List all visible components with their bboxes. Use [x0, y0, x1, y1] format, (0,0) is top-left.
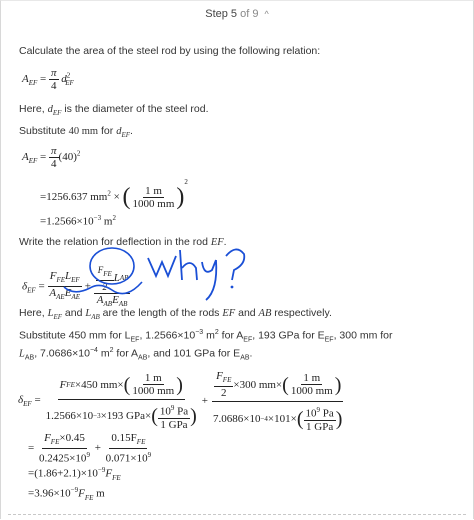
substitute-values-line1: Substitute 450 mm for $L_{EF}$, $1.2566\times 10^{-3}$ $m^2$ for $A_{EF}$, 193 GPa for $E_{EF}$, 300 mm for: [19, 329, 393, 344]
substitute-values-line2: $L_{AB}$, $7.0686\times 10^{-4}$ $m^2$ for $A_{AB}$, and 101 GPa for $E_{AB}$.: [19, 347, 253, 362]
deflection-step3: $=(1.86+2.1)\times 10^{-9}F_{FE}$: [28, 466, 121, 482]
relation-text: Write the relation for deflection in the rod EF.: [19, 236, 227, 248]
here-diameter: Here, $d_{EF}$ is the diameter of the steel rod.: [19, 103, 209, 118]
step-label: Step 5: [205, 8, 238, 20]
deflection-substituted: $\delta_{EF}$ = F FE ×450 mm× ( $\frac{1 m}{1000 mm}$ ) 1.2566×10 −3 ×193 GPa× ( $\frac{10^9 Pa}{\text{1 GPa}}$ ) + $\frac{F_{FE}}{2}$ ×300 mm× ( $\frac{1 m}{1000 mm}$ ) 7.0686×10 −4 ×101× ( $\frac{10^9 Pa}{\text{1 GPa}}$ ): [18, 370, 343, 433]
annotation-underline: [64, 282, 142, 294]
annotation-h: [180, 250, 197, 280]
chevron-up-icon[interactable]: ^: [264, 9, 269, 19]
substitute-diameter: Substitute 40 mm for $d_{EF}$.: [19, 125, 133, 140]
step-count: of 9: [240, 8, 259, 20]
deflection-step2: = $\frac{F_{FE}\times 0.45}{0.2425\times 10^9}$ + $\frac{0.15F_{FE}}{0.071\times 10^9}$: [28, 432, 152, 465]
area-formula: $A_{EF}$ = $\frac{\pi}{4}$ $d^2_{EF}$: [22, 67, 74, 92]
deflection-formula: $\delta_{EF}$ = $\frac{F_{FE}L_{EF}}{A_{AE}E_{AE}}$ + $\frac{F_{FE}}{2}$ L AB $A_{AB}E_{AB}$: [22, 265, 129, 308]
area-substituted: $A_{EF}$ = $\frac{\pi}{4}$ $(40)^2$: [22, 145, 81, 170]
annotation-question: [226, 249, 244, 280]
svg-text:why?: why?: [0, 0, 3, 1]
annotation-y: [202, 260, 216, 300]
annotation-circle: [90, 248, 134, 284]
area-result: $=1.2566\times 10^{-3}$ $m^2$: [40, 214, 116, 228]
annotation-question-dot: [231, 286, 234, 289]
annotation-w: [148, 256, 176, 276]
deflection-result: $=3.96\times 10^{-9}F_{FE}$ m: [28, 486, 105, 502]
intro-text: Calculate the area of the steel rod by using the following relation:: [19, 45, 321, 57]
here-lengths: Here, $L_{EF}$ and $L_{AB}$ are the length of the rods EF and AB respectively.: [19, 307, 332, 322]
divider: [8, 514, 466, 515]
area-conversion: =1256.637 $mm^2$ × ( $\frac{1 m}{1000 mm}$ )$^2$: [40, 178, 188, 211]
